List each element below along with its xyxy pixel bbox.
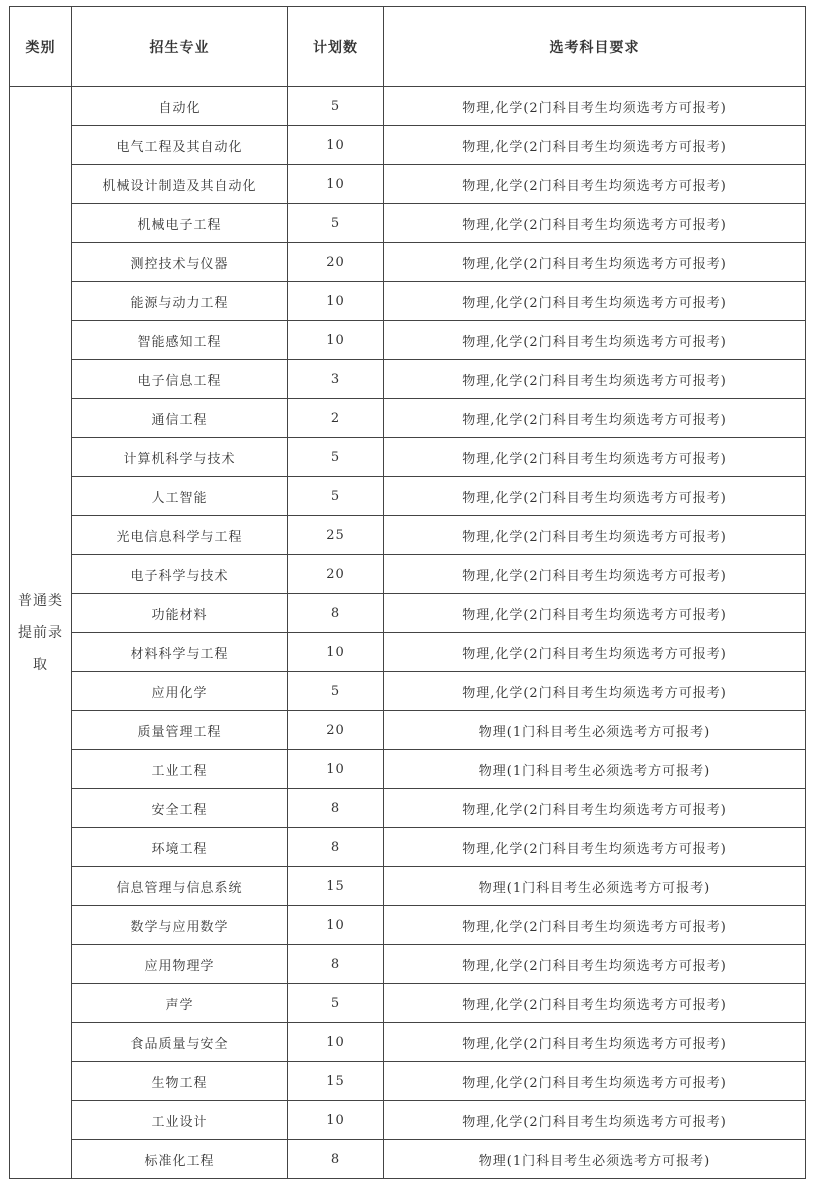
subject-requirement-cell: 物理(1门科目考生必须选考方可报考) [384,1140,806,1179]
plan-count-cell: 10 [288,1101,384,1140]
plan-count-cell: 20 [288,711,384,750]
table-header-row [10,7,806,87]
plan-count-cell: 5 [288,87,384,126]
plan-count-cell: 8 [288,789,384,828]
plan-count-cell: 5 [288,477,384,516]
major-cell: 功能材料 [72,594,288,633]
category-cell [10,87,72,1179]
plan-count-cell: 10 [288,750,384,789]
table-row [10,789,806,828]
plan-count-cell: 8 [288,828,384,867]
major-cell: 安全工程 [72,789,288,828]
major-cell: 信息管理与信息系统 [72,867,288,906]
table-row [10,126,806,165]
plan-count-cell: 20 [288,243,384,282]
subject-requirement-cell: 物理,化学(2门科目考生均须选考方可报考) [384,828,806,867]
subject-requirement-cell: 物理,化学(2门科目考生均须选考方可报考) [384,1062,806,1101]
major-cell: 工业工程 [72,750,288,789]
admission-plan-table [9,6,806,1179]
table-body [10,87,806,1179]
subject-requirement-cell: 物理,化学(2门科目考生均须选考方可报考) [384,1101,806,1140]
table-row [10,165,806,204]
plan-count-cell: 5 [288,204,384,243]
major-cell: 测控技术与仪器 [72,243,288,282]
table-row [10,204,806,243]
major-cell: 食品质量与安全 [72,1023,288,1062]
plan-count-cell: 25 [288,516,384,555]
subject-requirement-cell: 物理,化学(2门科目考生均须选考方可报考) [384,594,806,633]
subject-requirement-cell: 物理,化学(2门科目考生均须选考方可报考) [384,165,806,204]
table-row [10,984,806,1023]
table-row [10,1101,806,1140]
table-row [10,750,806,789]
major-cell: 能源与动力工程 [72,282,288,321]
subject-requirement-cell: 物理,化学(2门科目考生均须选考方可报考) [384,87,806,126]
major-cell: 质量管理工程 [72,711,288,750]
major-cell: 材料科学与工程 [72,633,288,672]
plan-count-cell: 15 [288,1062,384,1101]
subject-requirement-cell: 物理,化学(2门科目考生均须选考方可报考) [384,672,806,711]
plan-count-cell: 15 [288,867,384,906]
table-row [10,828,806,867]
table-row [10,360,806,399]
subject-requirement-cell: 物理,化学(2门科目考生均须选考方可报考) [384,360,806,399]
major-cell: 机械设计制造及其自动化 [72,165,288,204]
subject-requirement-cell: 物理,化学(2门科目考生均须选考方可报考) [384,438,806,477]
table-row [10,1140,806,1179]
major-cell: 声学 [72,984,288,1023]
major-cell: 计算机科学与技术 [72,438,288,477]
plan-count-cell: 8 [288,945,384,984]
major-cell: 环境工程 [72,828,288,867]
major-cell: 通信工程 [72,399,288,438]
header-plan-count: 计划数 [288,7,384,87]
plan-count-cell: 2 [288,399,384,438]
plan-count-cell: 10 [288,906,384,945]
header-major: 招生专业 [72,7,288,87]
major-cell: 智能感知工程 [72,321,288,360]
table-row [10,399,806,438]
major-cell: 光电信息科学与工程 [72,516,288,555]
plan-count-cell: 5 [288,438,384,477]
subject-requirement-cell: 物理,化学(2门科目考生均须选考方可报考) [384,906,806,945]
table-row [10,282,806,321]
table-row [10,477,806,516]
plan-count-cell: 8 [288,1140,384,1179]
subject-requirement-cell: 物理,化学(2门科目考生均须选考方可报考) [384,204,806,243]
major-cell: 人工智能 [72,477,288,516]
table-row [10,906,806,945]
plan-count-cell: 3 [288,360,384,399]
major-cell: 数学与应用数学 [72,906,288,945]
major-cell: 机械电子工程 [72,204,288,243]
subject-requirement-cell: 物理,化学(2门科目考生均须选考方可报考) [384,633,806,672]
table-row [10,867,806,906]
subject-requirement-cell: 物理,化学(2门科目考生均须选考方可报考) [384,516,806,555]
header-category: 类别 [10,7,72,87]
table-row [10,1023,806,1062]
plan-count-cell: 8 [288,594,384,633]
table-row [10,633,806,672]
subject-requirement-cell: 物理,化学(2门科目考生均须选考方可报考) [384,984,806,1023]
table-row [10,945,806,984]
table-row [10,516,806,555]
plan-count-cell: 10 [288,1023,384,1062]
table-row [10,1062,806,1101]
table-row [10,672,806,711]
table-row [10,321,806,360]
major-cell: 电子科学与技术 [72,555,288,594]
subject-requirement-cell: 物理,化学(2门科目考生均须选考方可报考) [384,555,806,594]
table-row [10,555,806,594]
table-row [10,243,806,282]
table-row [10,438,806,477]
plan-count-cell: 10 [288,633,384,672]
major-cell: 电气工程及其自动化 [72,126,288,165]
major-cell: 标准化工程 [72,1140,288,1179]
major-cell: 应用物理学 [72,945,288,984]
subject-requirement-cell: 物理,化学(2门科目考生均须选考方可报考) [384,126,806,165]
plan-count-cell: 10 [288,126,384,165]
major-cell: 电子信息工程 [72,360,288,399]
table-row [10,87,806,126]
major-cell: 工业设计 [72,1101,288,1140]
plan-count-cell: 20 [288,555,384,594]
subject-requirement-cell: 物理,化学(2门科目考生均须选考方可报考) [384,243,806,282]
subject-requirement-cell: 物理(1门科目考生必须选考方可报考) [384,750,806,789]
plan-count-cell: 5 [288,984,384,1023]
header-subject-requirement: 选考科目要求 [384,7,806,87]
subject-requirement-cell: 物理(1门科目考生必须选考方可报考) [384,867,806,906]
subject-requirement-cell: 物理(1门科目考生必须选考方可报考) [384,711,806,750]
table-row [10,711,806,750]
subject-requirement-cell: 物理,化学(2门科目考生均须选考方可报考) [384,789,806,828]
plan-count-cell: 10 [288,321,384,360]
subject-requirement-cell: 物理,化学(2门科目考生均须选考方可报考) [384,1023,806,1062]
subject-requirement-cell: 物理,化学(2门科目考生均须选考方可报考) [384,282,806,321]
subject-requirement-cell: 物理,化学(2门科目考生均须选考方可报考) [384,945,806,984]
category-label: 普通类提前录取 [18,592,63,673]
major-cell: 生物工程 [72,1062,288,1101]
subject-requirement-cell: 物理,化学(2门科目考生均须选考方可报考) [384,477,806,516]
subject-requirement-cell: 物理,化学(2门科目考生均须选考方可报考) [384,399,806,438]
major-cell: 应用化学 [72,672,288,711]
major-cell: 自动化 [72,87,288,126]
plan-count-cell: 10 [288,282,384,321]
subject-requirement-cell: 物理,化学(2门科目考生均须选考方可报考) [384,321,806,360]
plan-count-cell: 5 [288,672,384,711]
plan-count-cell: 10 [288,165,384,204]
table-row [10,594,806,633]
